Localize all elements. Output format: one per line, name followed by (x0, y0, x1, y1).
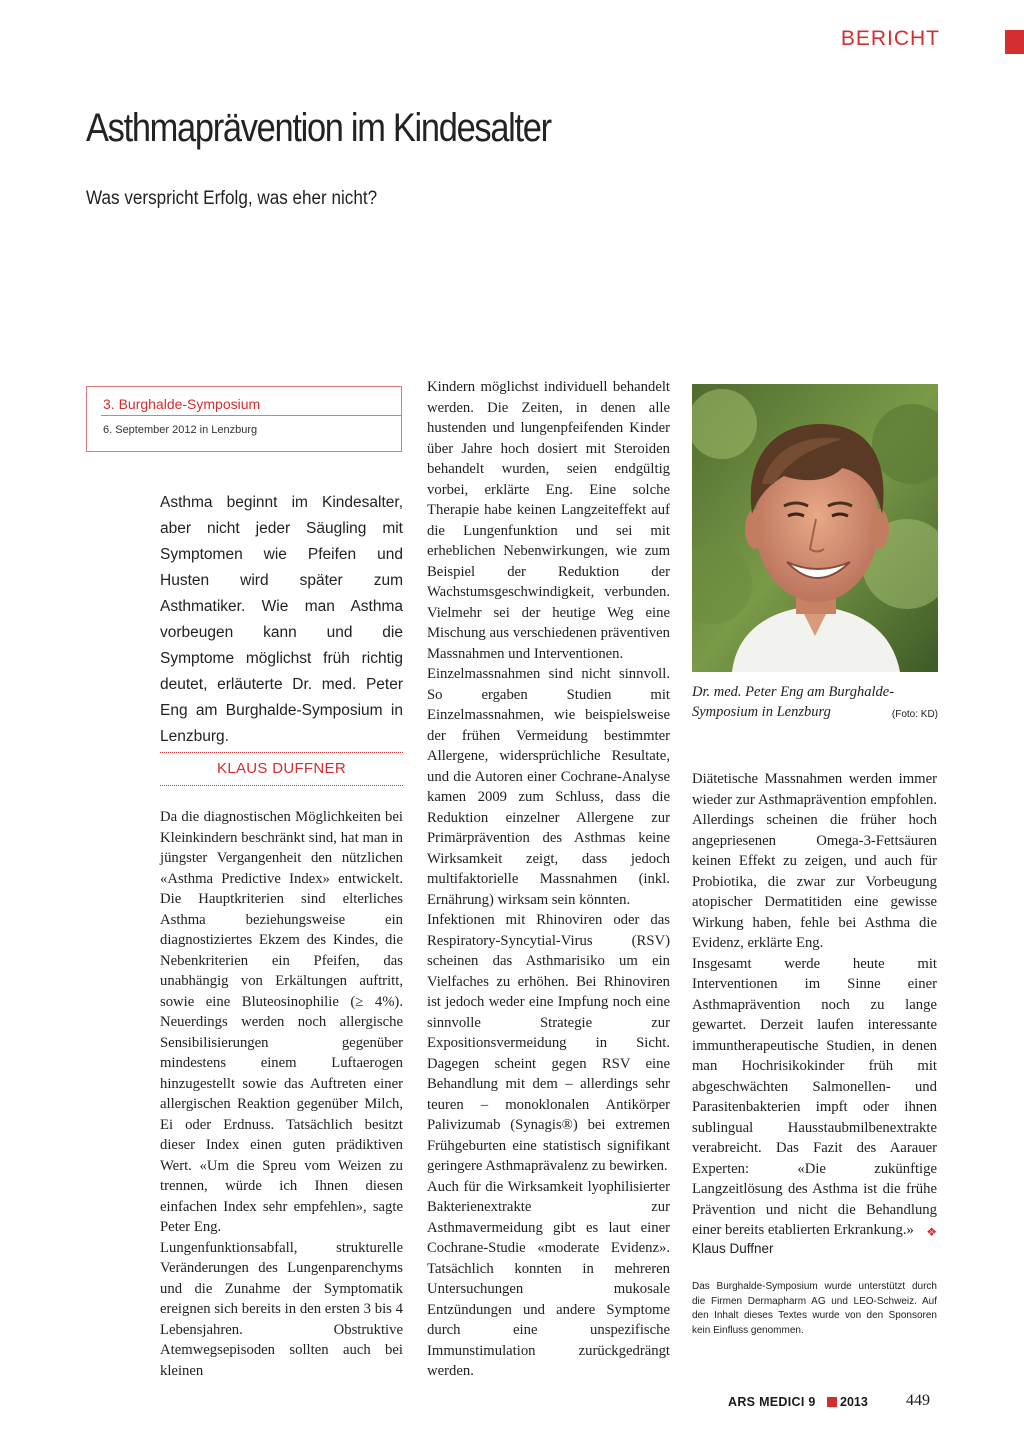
body-column-3 (692, 769, 937, 1243)
lead-paragraph: Asthma beginnt im Kindesalter, aber nicht jeder Säugling mit Symptomen wie Pfeifen und Husten wird später zum Asthmatiker. Wie man Asthma vorbeugen kann und die Symptome möglichst früh richtig deutet, erläuterte Dr. med. Peter Eng am Burghalde-Symposium in Lenzburg. (160, 494, 403, 745)
page-footer (700, 1392, 940, 1412)
article-subtitle: Was verspricht Erfolg, was eher nicht? (86, 188, 378, 209)
body-column-2 (427, 377, 670, 1382)
author-divider-top (160, 752, 403, 753)
body-paragraph: Einzelmassnahmen sind nicht sinnvoll. So ergaben Studien mit Einzelmassnahmen, wie beispielsweise der frühen Vermeidung bestimmter Allergene, widersprüchliche Resultate, und die Autoren einer Cochrane-Analyse kamen 2009 zum Schluss, dass die Reduktion einzelner Allergene zur Primärprävention des Asthmas keine Wirksamkeit zeigt, dass jedoch multifaktorielle Massnahmen (inkl. Ernährung) wirksam sein könnten. (427, 666, 670, 908)
photo-caption (692, 682, 938, 725)
end-mark-icon: ❖ (926, 1225, 937, 1239)
photo-credit: (Foto: KD) (891, 709, 938, 720)
section-label: BERICHT (840, 27, 940, 50)
journal-name: ARS MEDICI 9 (728, 1395, 816, 1409)
section-marker (1005, 30, 1024, 54)
event-box (86, 386, 402, 452)
body-paragraph: Kindern möglichst individuell behandelt werden. Die Zeiten, in denen alle hustenden und lungenpfeifenden Kinder über Jahre hoch dosiert mit Steroiden behandelt wurden, seien endgültig vorbei, erklärte Eng. Eine solche Therapie habe keinen Langzeiteffekt auf die Lungenfunktion und sei mit erheblichen Nebenwirkungen, wie zum Beispiel der Reduktion der Wachstumsgeschwindigkeit, verbunden. Vielmehr sei der heutige Weg eine Mischung aus verschiedenen präventiven Massnahmen und Interventionen. (427, 379, 670, 662)
event-date: 6. September 2012 in Lenzburg (103, 424, 258, 436)
article-title: Asthmaprävention im Kindesalter (86, 106, 551, 150)
body-paragraph (692, 954, 937, 1241)
body-paragraph: Da die diagnostischen Möglichkeiten bei Kleinkindern beschränkt sind, hat man in jüngster Vergangenheit den nützlichen «Asthma Predictive Index» entwickelt. Die Hauptkriterien sind elterliches Asthma beziehungsweise ein diagnostiziertes Ekzem des Kindes, die Nebenkriterien ein Pfeifen, das unabhängig von Erkältungen auftritt, sowie eine Bluteosinophilie (≥ 4%). Neuerdings werden noch allergische Sensibilisierungen gegenüber mindestens einem Luftaerogen hinzugestellt sowie das Auftreten einer allergischen Reaktion gegenüber Milch, Ei oder Erdnuss. Tatsächlich besitzt dieser Index einen guten prädiktiven Wert. «Um die Spreu vom Weizen zu trennen, würde ich Ihnen diesen einfachen Index sehr empfehlen», sagte Peter Eng. (160, 809, 403, 1235)
author-divider-bottom (160, 785, 403, 786)
footer-marker (827, 1397, 837, 1407)
body-paragraph: Auch für die Wirksamkeit lyophilisierter Bakterienextrakte zur Asthmavermeidung gibt es laut einer Cochrane-Studie «moderate Evidenz». Tatsächlich konnten in mehreren Untersuchungen mukosale Entzündungen und andere Symptome durch eine unspezifische Immunstimulation zurückgedrängt werden. (427, 1178, 670, 1379)
portrait-photo (692, 384, 938, 672)
body-column-1 (160, 807, 403, 1381)
body-paragraph: Lungenfunktionsabfall, strukturelle Veränderungen des Lungenparenchyms und die Zunahme der Symptomatik ereignen sich bereits in den ersten 3 bis 4 Lebensjahren. Obstruktive Atemwegsepisoden sollten auch bei kleinen (160, 1239, 403, 1379)
event-divider (101, 415, 402, 416)
body-paragraph-text: Insgesamt werde heute mit Interventionen im Sinne einer Asthmaprävention noch zu lange gewartet. Derzeit laufen interessante immuntherapeutische Studien, in denen man Hochrisikokinder früh mit abgeschwächten Salmonellen- und Parasitenbakterien impft oder ihnen sublingual Hausstaubmilbenextrakte verabreicht. Das Fazit des Aarauer Experten: «Die zukünftige Langzeitlösung des Asthma ist die frühe Prävention und nicht die Behandlung einer bereits etablierten Erkrankung.» (692, 955, 937, 1238)
author-byline: KLAUS DUFFNER (217, 760, 346, 777)
event-name: 3. Burghalde-Symposium (103, 396, 261, 412)
author-signature: Klaus Duffner (692, 1241, 774, 1256)
sponsor-note: Das Burghalde-Symposium wurde unterstützt durch die Firmen Dermapharm AG und LEO-Schweiz. Auf den Inhalt dieses Textes wurde von den Sponsoren kein Einfluss genommen. (692, 1281, 937, 1336)
journal-year: 2013 (840, 1395, 868, 1409)
caption-text: Dr. med. Peter Eng am Burghalde-Symposium in Lenzburg (692, 684, 895, 720)
body-paragraph: Diätetische Massnahmen werden immer wieder zur Asthmaprävention empfohlen. Allerdings scheinen die früher hoch angepriesenen Omega-3-Fettsäuren keinen Effekt zu zeigen, und auch für Probiotika, die zwar zur Vorbeugung atopischer Dermatitiden eine gewisse Wirkung haben, fehle bei Asthma die Evidenz, erklärte Eng. (692, 771, 937, 951)
body-paragraph: Infektionen mit Rhinoviren oder das Respiratory-Syncytial-Virus (RSV) scheinen das Asthmarisiko um ein Vielfaches zu erhöhen. Bei Rhinoviren ist jedoch weder eine Impfung noch eine sinnvolle Strategie zur Expositionsvermeidung in Sicht. Dagegen scheint gegen RSV eine Behandlung mit dem – allerdings sehr teuren – monoklonalen Antikörper Palivizumab (Synagis®) bei extremen Frühgeburten eine statistisch signifikant geringere Asthmaprävalenz zu bewirken. (427, 912, 670, 1174)
page-number: 449 (906, 1392, 930, 1409)
